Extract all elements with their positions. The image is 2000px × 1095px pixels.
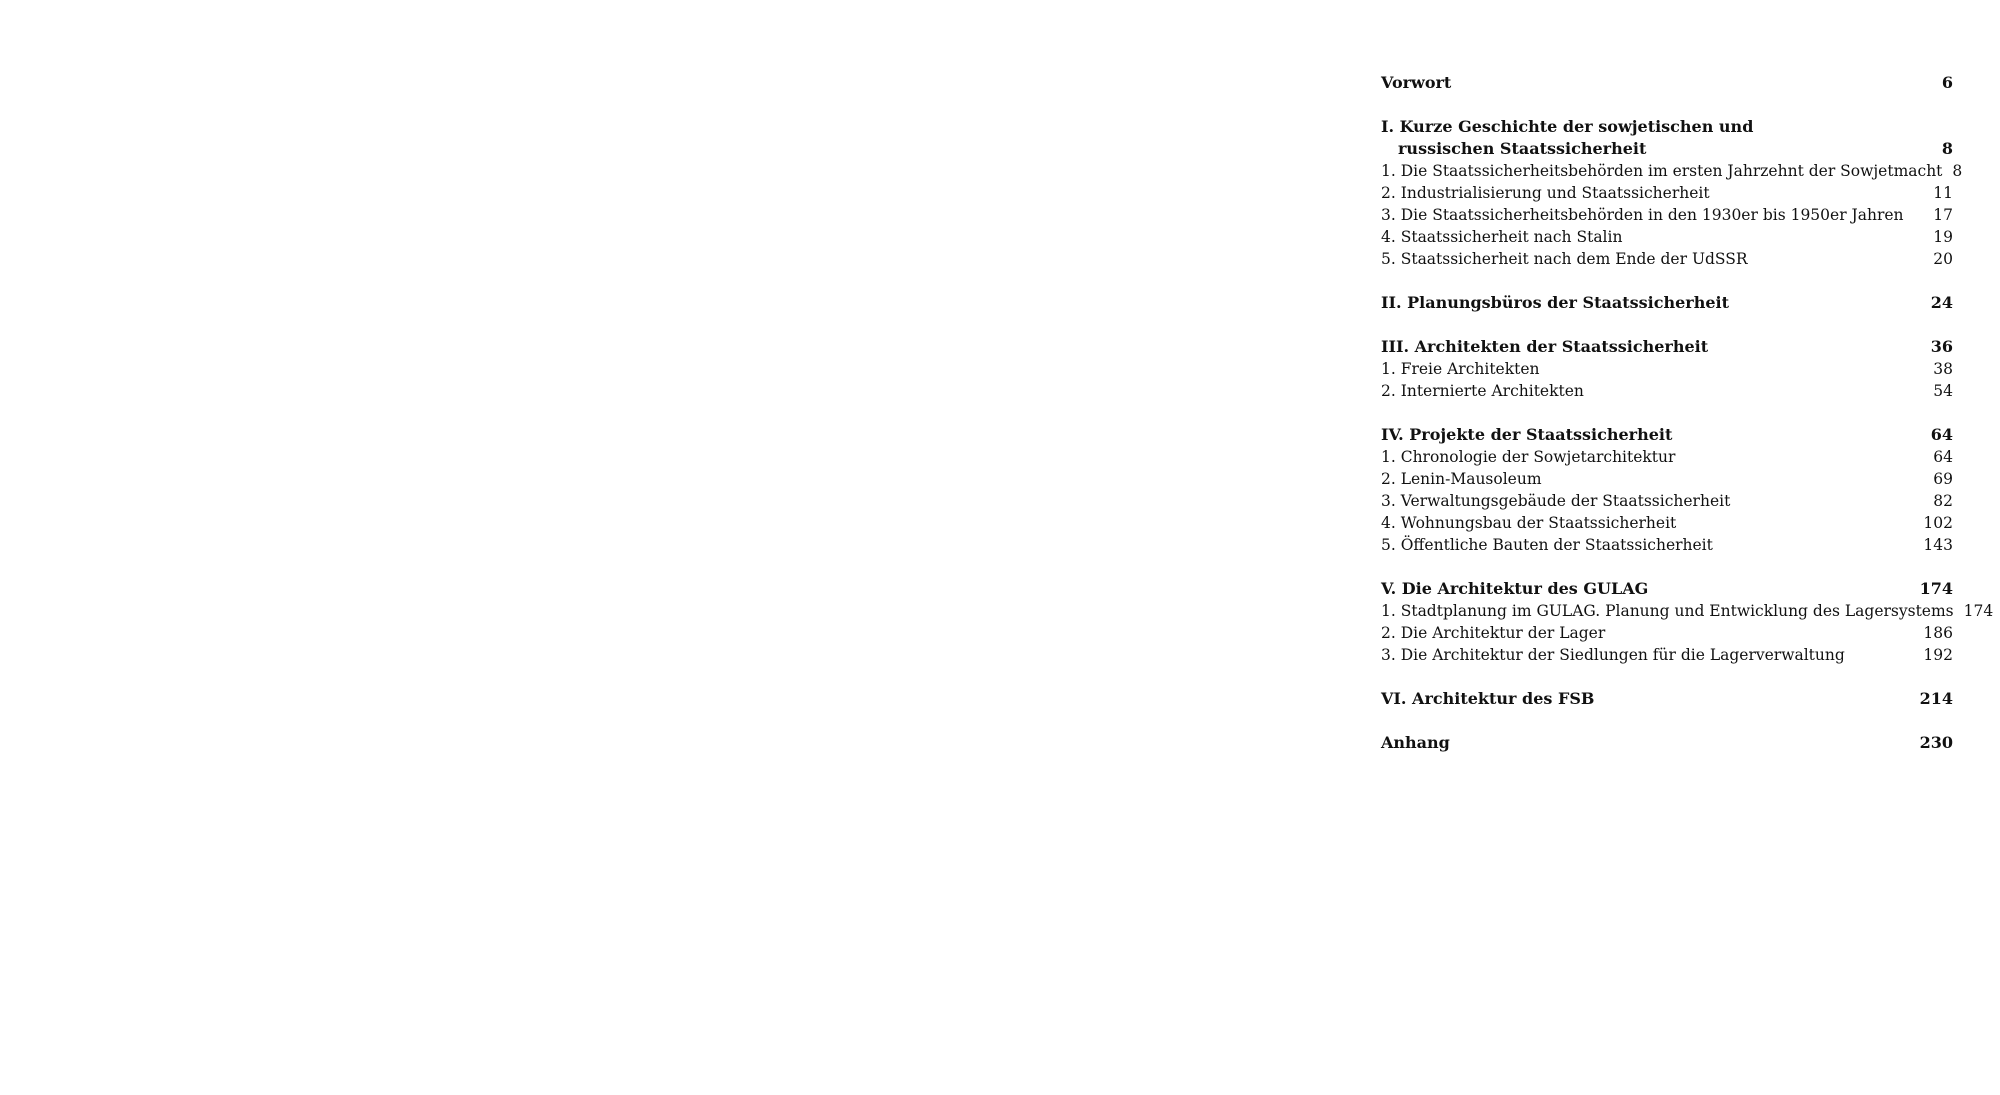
toc-page-number: 36 (1930, 337, 1953, 356)
toc-page-number: 11 (1933, 184, 1953, 202)
toc-title: 2. Industrialisierung und Staatssicherheit (1381, 184, 1710, 202)
toc-item (1381, 358, 1953, 380)
toc-page-number: 69 (1933, 470, 1953, 488)
toc-title: 2. Lenin-Mausoleum (1381, 470, 1542, 488)
toc-item (1381, 380, 1953, 402)
toc-title: 1. Die Staatssicherheitsbehörden im ersten Jahrzehnt der Sowjetmacht (1381, 162, 1943, 180)
toc-item (1381, 468, 1953, 490)
toc-item (1381, 204, 1953, 226)
toc-chapter-6 (1381, 688, 1953, 710)
toc-item (1381, 622, 1953, 644)
toc-page-number: 214 (1919, 689, 1953, 708)
toc-item (1381, 160, 1963, 182)
toc-title: 5. Öffentliche Bauten der Staatssicherheit (1381, 536, 1713, 554)
toc-title: 3. Verwaltungsgebäude der Staatssicherheit (1381, 492, 1731, 510)
toc-item (1381, 182, 1953, 204)
toc-page-number: 230 (1919, 733, 1953, 752)
toc-page-number: 102 (1923, 514, 1953, 532)
toc-item (1381, 490, 1953, 512)
toc-title: 1. Freie Architekten (1381, 360, 1540, 378)
toc-chapter-3 (1381, 336, 1953, 358)
toc-page-number: 19 (1933, 228, 1953, 246)
toc-title: 1. Stadtplanung im GULAG. Planung und Entwicklung des Lagersystems (1381, 602, 1954, 620)
toc-title: VI. Architektur des FSB (1381, 689, 1595, 708)
toc-page-number: 64 (1930, 425, 1953, 444)
toc-chapter-1-line-1 (1381, 116, 1953, 138)
toc-title: 2. Die Architektur der Lager (1381, 624, 1606, 642)
toc-chapter-1-line-2 (1381, 138, 1953, 160)
toc-item (1381, 644, 1953, 666)
toc-title: 5. Staatssicherheit nach dem Ende der UdSSR (1381, 250, 1748, 268)
toc-item (1381, 248, 1953, 270)
toc-page-number: 38 (1933, 360, 1953, 378)
toc-title: 1. Chronologie der Sowjetarchitektur (1381, 448, 1676, 466)
toc-chapter-5 (1381, 578, 1953, 600)
toc-page-number: 8 (1941, 139, 1953, 158)
toc-page-number: 8 (1952, 162, 1963, 180)
toc-title: Anhang (1381, 733, 1450, 752)
toc-item (1381, 512, 1953, 534)
toc-page-number: 20 (1933, 250, 1953, 268)
toc-page-number: 174 (1919, 579, 1953, 598)
toc-page-number: 143 (1923, 536, 1953, 554)
toc-page-number: 6 (1941, 73, 1953, 92)
table-of-contents (1381, 72, 1994, 754)
toc-title: III. Architekten der Staatssicherheit (1381, 337, 1709, 356)
toc-chapter-4 (1381, 424, 1953, 446)
toc-item (1381, 226, 1953, 248)
toc-entry-vorwort (1381, 72, 1953, 94)
toc-item (1381, 600, 1994, 622)
toc-title: 2. Internierte Architekten (1381, 382, 1584, 400)
toc-page-number: 54 (1933, 382, 1953, 400)
toc-page-number: 82 (1933, 492, 1953, 510)
toc-page-number: 186 (1923, 624, 1953, 642)
toc-title: 4. Wohnungsbau der Staatssicherheit (1381, 514, 1677, 532)
toc-title: II. Planungsbüros der Staatssicherheit (1381, 293, 1729, 312)
toc-item (1381, 534, 1953, 556)
toc-page-number: 174 (1963, 602, 1994, 620)
toc-page-number: 24 (1930, 293, 1953, 312)
toc-title: V. Die Architektur des GULAG (1381, 579, 1649, 598)
toc-title: Vorwort (1381, 73, 1452, 92)
toc-title: 3. Die Architektur der Siedlungen für die Lagerverwaltung (1381, 646, 1845, 664)
toc-title: russischen Staatssicherheit (1398, 139, 1647, 158)
toc-page-number: 64 (1933, 448, 1953, 466)
toc-page-number: 192 (1923, 646, 1953, 664)
toc-title: IV. Projekte der Staatssicherheit (1381, 425, 1673, 444)
toc-title: I. Kurze Geschichte der sowjetischen und (1381, 117, 1754, 136)
toc-chapter-2 (1381, 292, 1953, 314)
toc-title: 3. Die Staatssicherheitsbehörden in den 1930er bis 1950er Jahren (1381, 206, 1904, 224)
toc-page-number: 17 (1933, 206, 1953, 224)
toc-entry-anhang (1381, 732, 1953, 754)
toc-title: 4. Staatssicherheit nach Stalin (1381, 228, 1623, 246)
toc-item (1381, 446, 1953, 468)
